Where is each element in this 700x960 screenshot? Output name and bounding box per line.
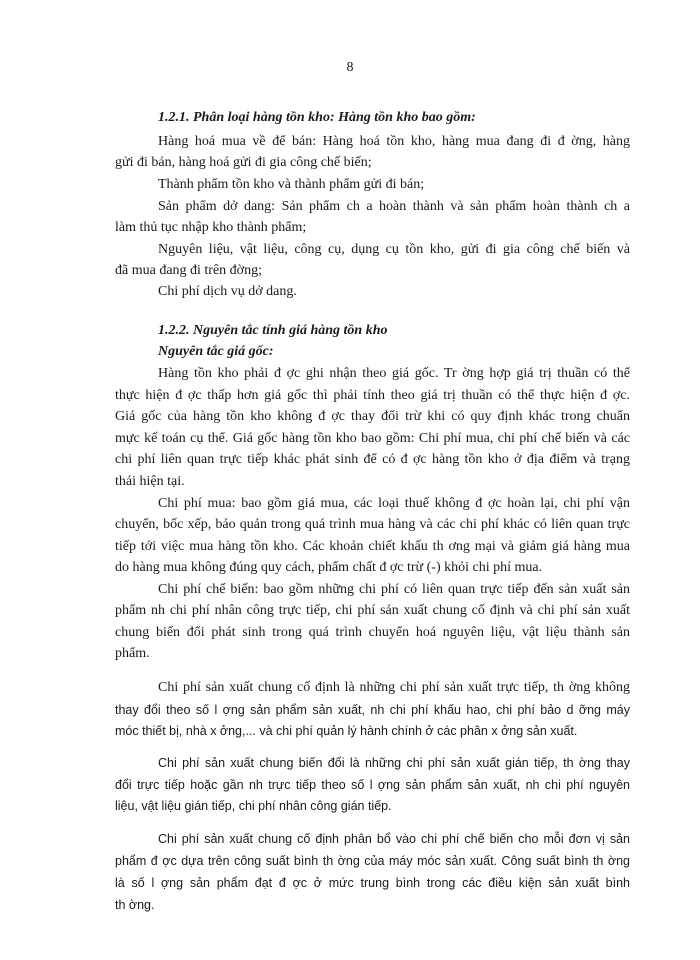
text-line: chuyển, bốc xếp, bảo quản trong quá trình mua hàng và các chi phí khác có liên quan trực	[115, 517, 630, 532]
text-line: phẩm nh chi phí nhân công trực tiếp, chi phí sản xuất chung cố định và chi phí sản xuất	[115, 603, 630, 618]
page-number: 8	[346, 60, 354, 75]
text-line: Chi phí sản xuất chung biến đổi là những chi phí sản xuất gián tiếp, th ờng thay	[158, 756, 630, 770]
text-line: Hàng tồn kho phải đ ợc ghi nhận theo giá gốc. Tr ờng hợp giá trị thuần có thể	[158, 366, 630, 381]
text-line: chung biến đổi phát sinh trong quá trình chuyển hoá nguyên liệu, vật liệu thành sản	[115, 625, 630, 640]
subheading-nguyen-tac-gia-goc: Nguyên tắc giá gốc:	[158, 344, 274, 359]
text-line: thái hiện tại.	[115, 474, 185, 489]
text-line: Chi phí dịch vụ dở dang.	[158, 284, 297, 299]
text-line: móc thiết bị, nhà x ởng,... và chi phí quản lý hành chính ở các phân x ởng sản xuất.	[115, 724, 578, 738]
section-heading-1-2-1: 1.2.1. Phân loại hàng tồn kho: Hàng tồn kho bao gồm:	[158, 110, 476, 125]
text-line: tiếp tới việc mua hàng tồn kho. Các khoản chiết khấu th ơng mại và giảm giá hàng mua	[115, 539, 630, 554]
text-line: thay đổi theo số l ợng sản phẩm sản xuất, nh chi phí khấu hao, chi phí bảo d ỡng máy	[115, 703, 630, 717]
text-line: Thành phẩm tồn kho và thành phẩm gửi đi bán;	[158, 177, 425, 192]
text-line: do hàng mua không đúng quy cách, phẩm chất đ ợc trừ (-) khỏi chi phí mua.	[115, 560, 543, 575]
text-line: mực kế toán cụ thể. Giá gốc hàng tồn kho bao gồm: Chi phí mua, chi phí chế biến và các	[115, 431, 630, 446]
text-line: là số l ợng sản phẩm đạt đ ợc ở mức trung bình trong các điều kiện sản xuất bình	[115, 876, 630, 890]
section-heading-1-2-2: 1.2.2. Nguyên tắc tính giá hàng tồn kho	[158, 323, 388, 338]
text-line: Hàng hoá mua về để bán: Hàng hoá tồn kho, hàng mua đang đi đ ờng, hàng	[158, 134, 630, 149]
text-line: làm thủ tục nhập kho thành phẩm;	[115, 220, 307, 235]
text-line: phẩm.	[115, 646, 150, 661]
text-line: Nguyên liệu, vật liệu, công cụ, dụng cụ tồn kho, gửi đi gia công chế biến và	[158, 242, 630, 257]
text-line: liệu, vật liệu gián tiếp, chi phí nhân công gián tiếp.	[115, 799, 392, 813]
text-line: đã mua đang đi trên đờng;	[115, 263, 262, 278]
text-line: Sản phẩm dở dang: Sản phẩm ch a hoàn thành và sản phẩm hoàn thành ch a	[158, 199, 630, 214]
text-line: chi phí liên quan trực tiếp khác phát sinh để có đ ợc hàng tồn kho ở địa điểm và trạng	[115, 452, 630, 467]
text-line: phẩm đ ợc dựa trên công suất bình th ờng của máy móc sản xuất. Công suất bình th ờng	[115, 854, 630, 868]
text-line: gửi đi bán, hàng hoá gửi đi gia công chế biến;	[115, 155, 372, 170]
text-line: Chi phí chế biến: bao gồm những chi phí có liên quan trực tiếp đến sản xuất sản	[158, 582, 630, 597]
text-line: đổi trực tiếp hoặc gần nh trực tiếp theo số l ợng sản phẩm sản xuất, nh chi phí nguyên	[115, 778, 630, 792]
text-line: Chi phí mua: bao gồm giá mua, các loại thuế không đ ợc hoàn lại, chi phí vận	[158, 496, 630, 511]
text-line: Chi phí sản xuất chung cố định phân bổ vào chi phí chế biến cho mỗi đơn vị sản	[158, 832, 630, 846]
text-line: Chi phí sản xuất chung cố định là những chi phí sản xuất trực tiếp, th ờng không	[158, 680, 630, 695]
text-line: th ờng.	[115, 898, 155, 912]
text-line: Giá gốc của hàng tồn kho không đ ợc thay đổi trừ khi có quy định khác trong chuẩn	[115, 409, 630, 424]
text-line: thực hiện đ ợc thấp hơn giá gốc thì phải tính theo giá trị thuần có thể thực hiện đ ợc.	[115, 388, 630, 403]
